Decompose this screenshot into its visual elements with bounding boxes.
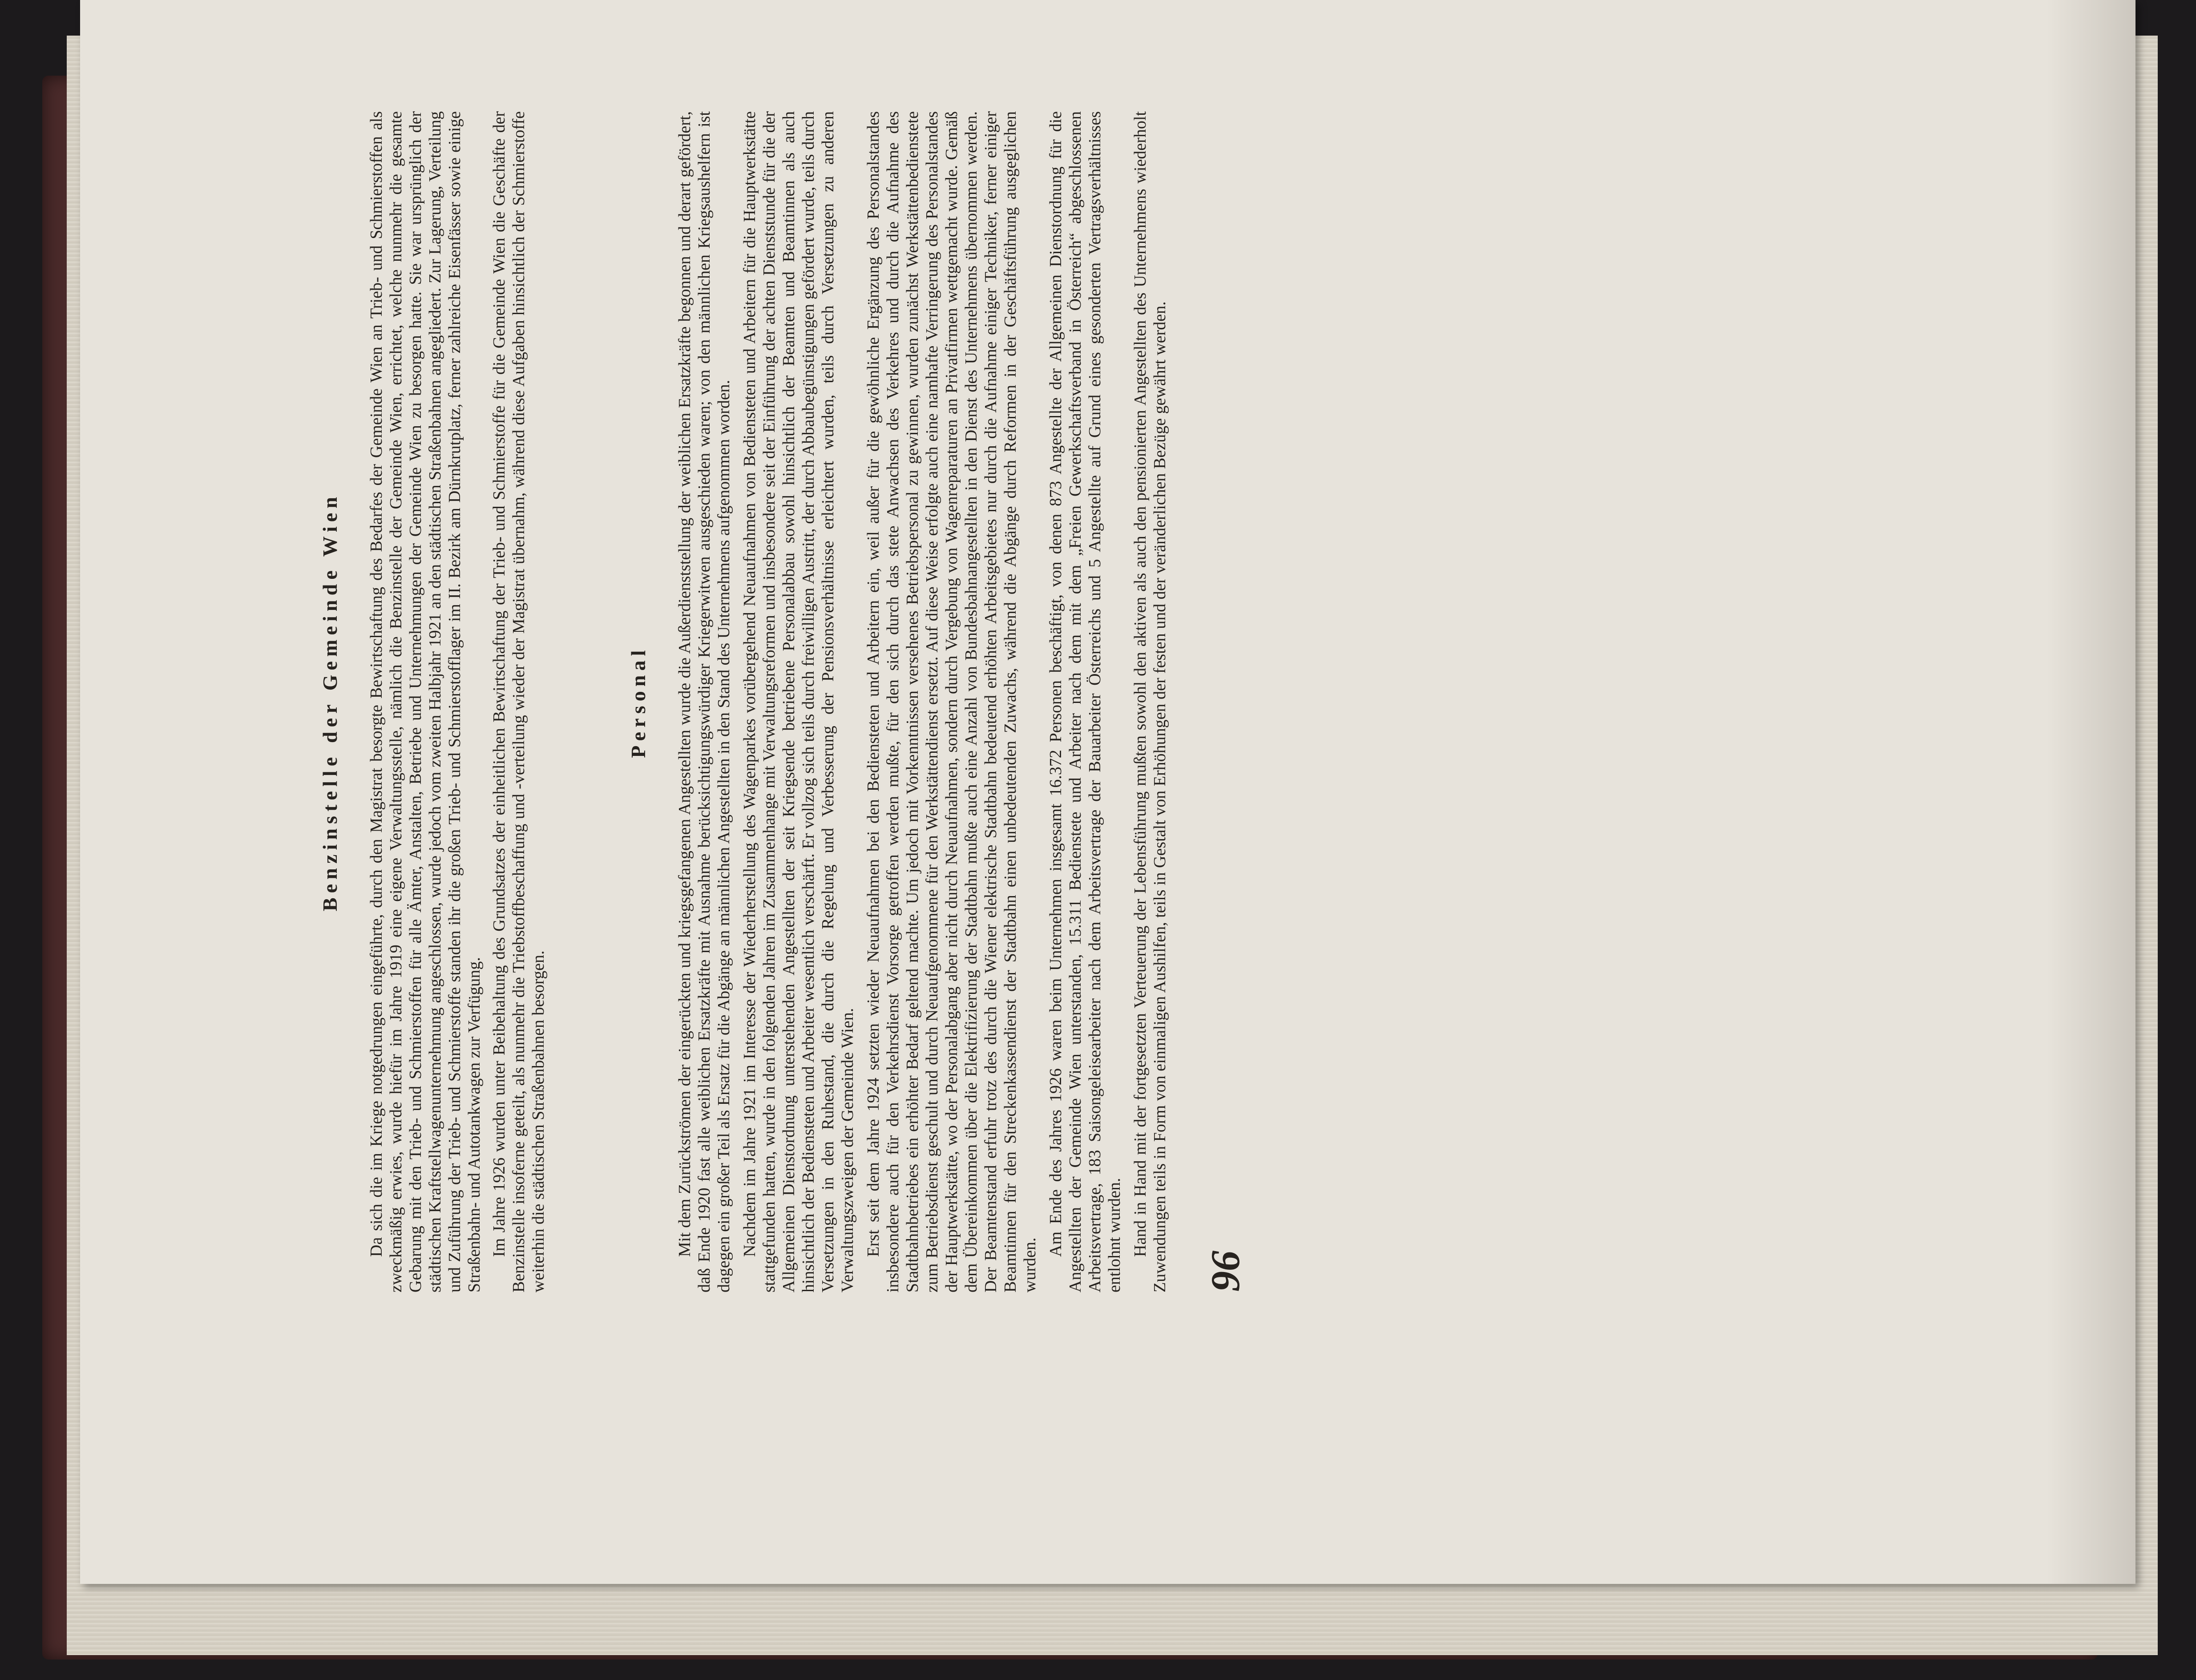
section-heading-personal: Personal [627, 646, 650, 758]
section-heading-benzinstelle: Benzinstelle der Gemeinde Wien [319, 492, 341, 912]
paragraph: Hand in Hand mit der fortgesetzten Verteuerung der Lebensführung mußten sowohl den aktiven als auch den pensionierten Angestellten des Unternehmens wiederholt Zuwendungen teils in Form von einmaligen Aushilfen, teils in Gestalt von Erhöhungen der festen und der veränderlichen Bezüge gewährt werden. [1131, 111, 1169, 1292]
paragraph: Nachdem im Jahre 1921 im Interesse der Wiederherstellung des Wagenparkes vorübergehend Neuaufnahmen von Bediensteten und Arbeitern für die Hauptwerkstätte stattgefunden hatten, wurde in den folgenden Jahren im Zusammenhange mit Verwaltungsreformen und insbesondere seit der Einführung der achten Dienststunde für die der Allgemeinen Dienstordnung unterstehenden Angestellten der seit Kriegsende betriebene Personalabbau sowohl hinsichtlich der Beamten und Beamtinnen als auch hinsichtlich der Bediensteten und Arbeiter wesentlich verschärft. Er vollzog sich teils durch freiwilligen Austritt, der durch Abbaubegünstigungen gefördert wurde, teils durch Versetzungen in den Ruhestand, die durch die Regelung und Verbesserung der Pensionsverhältnisse erleichtert wurden, teils durch Versetzungen zu anderen Verwaltungszweigen der Gemeinde Wien. [740, 111, 857, 1292]
paragraph: Mit dem Zurückströmen der eingerückten und kriegsgefangenen Angestellten wurde die Außerdienststellung der weiblichen Ersatzkräfte begonnen und derart gefördert, daß Ende 1920 fast alle weiblichen Ersatzkräfte mit Ausnahme berücksichtigungswürdiger Kriegerwitwen ausgeschieden waren; von den männlichen Kriegsaushelfern ist dagegen ein großer Teil als Ersatz für die Abgänge an männlichen Angestellten in den Stand des Unternehmens aufgenommen worden. [675, 111, 733, 1292]
page-gutter-shadow [2047, 0, 2135, 1584]
paragraph: Erst seit dem Jahre 1924 setzten wieder Neuaufnahmen bei den Bediensteten und Arbeitern ein, weil außer für die gewöhnliche Ergänzung des Personalstandes insbesondere auch für den Verkehrsdienst Vorsorge getroffen werden mußte, für den sich durch das stete Anwachsen des Verkehres und durch die Aufnahme des Stadtbahnbetriebes ein erhöhter Bedarf geltend machte. Um jedoch mit Vorkenntnissen versehenes Betriebspersonal zu gewinnen, wurden zunächst Werkstättenbedienstete zum Betriebsdienst geschult und durch Neuaufgenommene für den Werkstättendienst ersetzt. Auf diese Weise erfolgte auch eine namhafte Verringerung des Personalstandes der Hauptwerkstätte, wo der Personalabgang aber nicht durch Neuaufnahmen, sondern durch Vergebung von Wagenreparaturen an Privatfirmen wettgemacht wurde. Gemäß dem Übereinkommen über die Elektrifizierung der Stadtbahn mußte auch eine Anzahl von Bundesbahnangestellten in den Dienst des Unternehmens übernommen werden. Der Beamtenstand erfuhr trotz des durch die Wiener elektrische Stadtbahn bedeutend erhöhten Arbeitsgebietes nur durch die Aufnahme einiger Techniker, ferner einiger Beamtinnen für den Streckenkassendienst der Stadtbahn einen unbedeutenden Zuwachs, während die Abgänge durch Reformen in der Geschäftsführung ausgeglichen wurden. [864, 111, 1039, 1292]
paragraph: Am Ende des Jahres 1926 waren beim Unternehmen insgesamt 16.372 Personen beschäftigt, von denen 873 Angestellte der Allgemeinen Dienstordnung für die Angestellten der Gemeinde Wien unterstanden, 15.311 Bedienstete und Arbeiter nach dem mit dem „Freien Gewerkschaftsverband in Österreich“ abgeschlossenen Arbeitsvertrage, 183 Saisongeleisearbeiter nach dem Arbeitsvertrage der Bauarbeiter Österreichs und 5 Angestellte auf Grund eines gesonderten Vertragsverhältnisses entlohnt wurden. [1046, 111, 1124, 1292]
book-page [80, 0, 2135, 1584]
paragraph: Im Jahre 1926 wurden unter Beibehaltung des Grundsatzes der einheitlichen Bewirtschaftung der Trieb- und Schmierstoffe für die Gemeinde Wien die Geschäfte der Benzinstelle insoferne geteilt, als nunmehr die Triebstoffbeschaffung und -verteilung wieder der Magistrat übernahm, während diese Aufgaben hinsichtlich der Schmierstoffe weiterhin die städtischen Straßenbahnen besorgen. [490, 111, 548, 1292]
page-text-block [318, 111, 1675, 1292]
page-number: 96 [1203, 1251, 1248, 1292]
paragraph: Da sich die im Kriege notgedrungen eingeführte, durch den Magistrat besorgte Bewirtschaftung des Bedarfes der Gemeinde Wien an Trieb- und Schmierstoffen als zweckmäßig erwies, wurde hiefür im Jahre 1919 eine eigene Verwaltungsstelle, nämlich die Benzinstelle der Gemeinde Wien, errichtet, welche nunmehr die gesamte Gebarung mit den Trieb- und Schmierstoffen für alle Ämter, Anstalten, Betriebe und Unternehmungen der Gemeinde Wien zu besorgen hatte. Sie war ursprünglich der städtischen Kraftstellwagenunternehmung angeschlossen, wurde jedoch vom zweiten Halbjahr 1921 an den städtischen Straßenbahnen angegliedert. Zur Lagerung, Verteilung und Zuführung der Trieb- und Schmierstoffe standen ihr die großen Trieb- und Schmierstofflager im II. Bezirk am Dürnkrutplatz, ferner zahlreiche Eisenfässer sowie einige Straßenbahn- und Autotankwagen zur Verfügung. [367, 111, 484, 1292]
